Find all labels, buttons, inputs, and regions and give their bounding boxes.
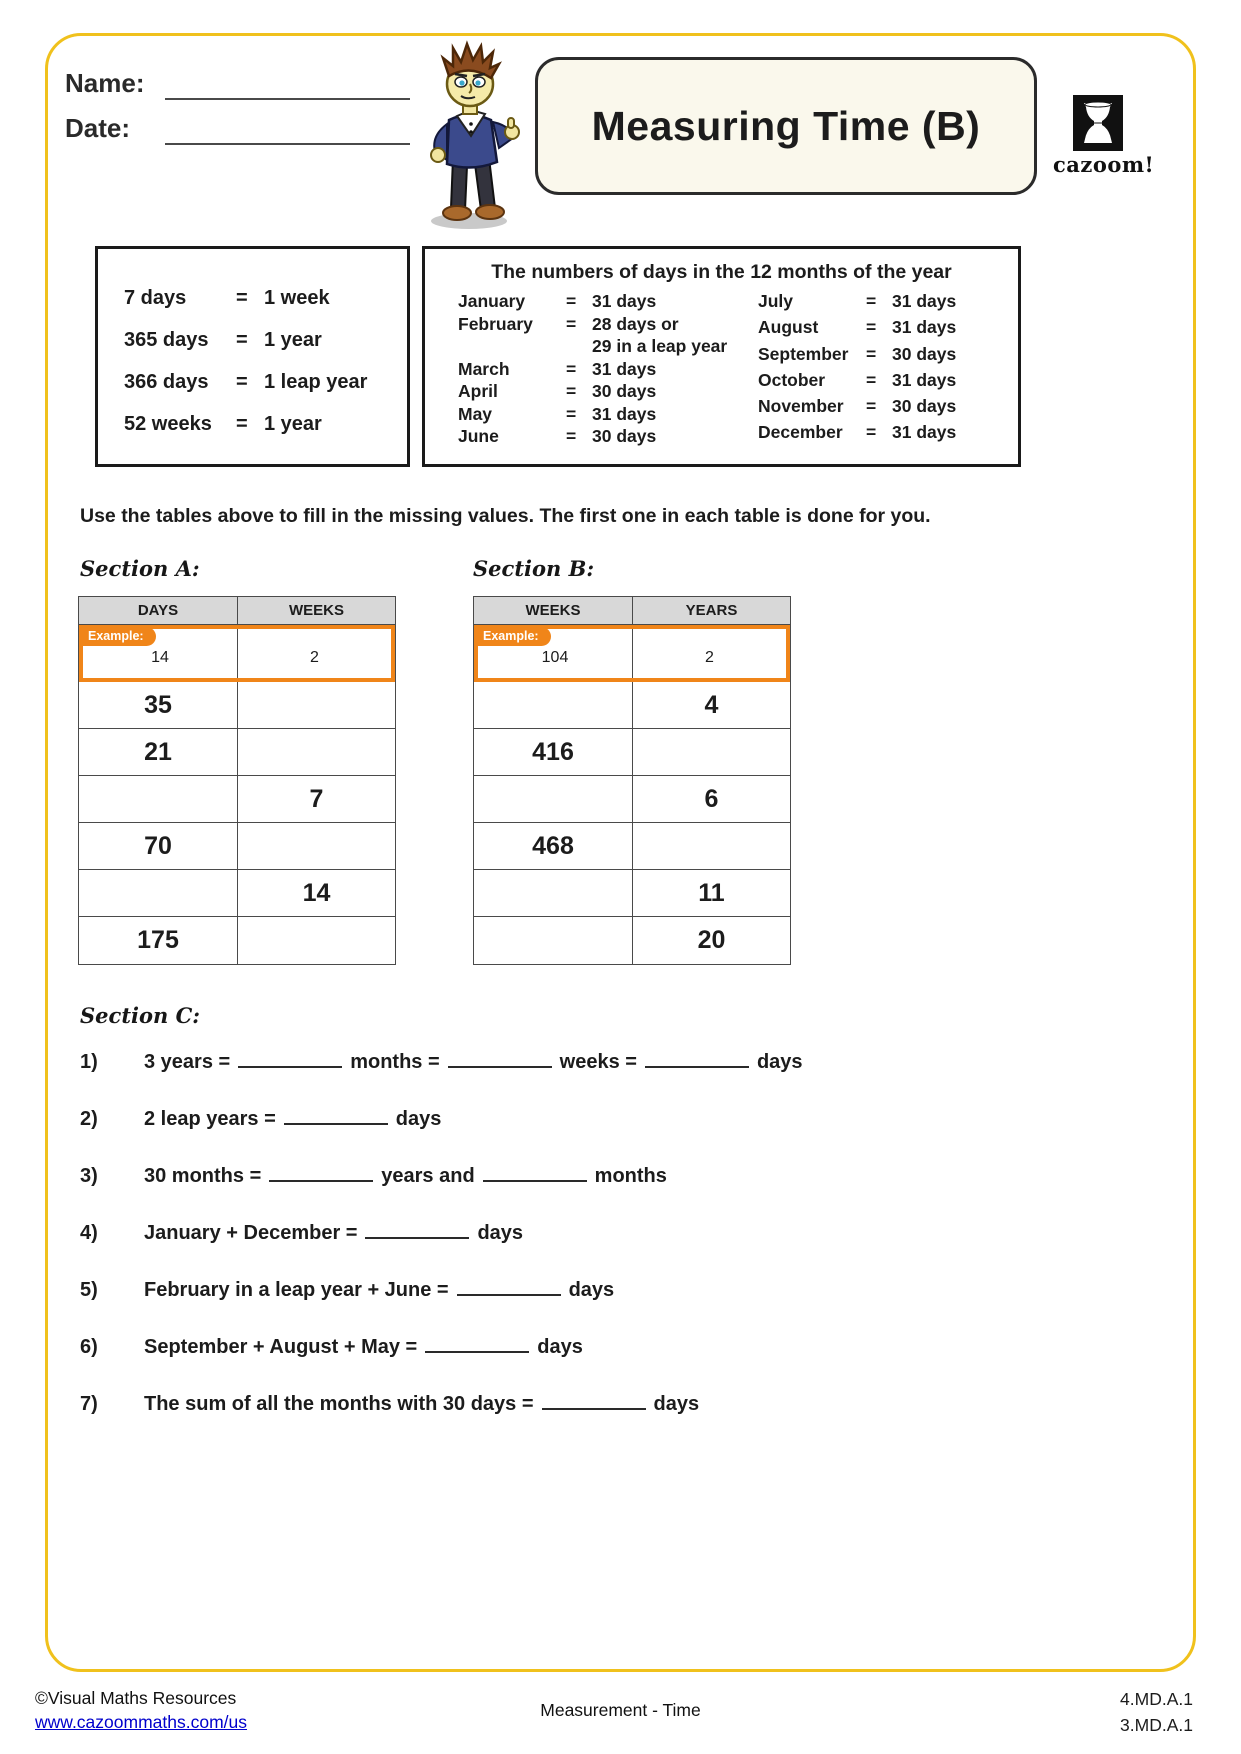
table-cell: 4 [632, 682, 790, 728]
month-name: March [458, 358, 510, 379]
standard-code: 4.MD.A.1 [1120, 1689, 1193, 1709]
months-box-title: The numbers of days in the 12 months of the year [491, 261, 952, 283]
cazoom-wordmark: cazoom! [1053, 152, 1155, 177]
table-row [474, 823, 790, 870]
answer-cell[interactable] [474, 870, 632, 916]
months-column-right [758, 290, 956, 448]
question-number: 1) [80, 1051, 98, 1073]
answer-blank[interactable] [645, 1048, 749, 1068]
question-number: 2) [80, 1108, 98, 1130]
section-b-table [473, 596, 791, 965]
month-days: 31 days [592, 358, 657, 379]
equals-sign: = [866, 369, 877, 390]
question-number: 5) [80, 1279, 98, 1301]
equals-sign: = [866, 396, 877, 416]
table-cell: 416 [532, 737, 574, 766]
answer-cell[interactable] [237, 823, 395, 869]
conversion-facts-box [95, 246, 410, 467]
date-input-line[interactable] [165, 143, 410, 145]
table-cell: 6 [632, 776, 790, 822]
date-label: Date: [65, 113, 131, 143]
month-name: February [458, 313, 533, 334]
name-input-line[interactable] [165, 98, 410, 100]
equals-sign: = [566, 313, 577, 334]
cazoom-logo [1053, 95, 1155, 177]
equals-sign: = [236, 413, 248, 435]
worksheet-title-box [535, 57, 1037, 195]
answer-blank[interactable] [483, 1162, 587, 1182]
table-row [79, 917, 395, 964]
question-number: 6) [80, 1336, 98, 1358]
equals-sign: = [566, 426, 577, 446]
months-days-box [422, 246, 1021, 467]
answer-cell[interactable] [237, 729, 395, 775]
months-column-left [458, 290, 758, 448]
example-badge: Example: [79, 627, 156, 646]
example-row [79, 625, 395, 682]
fact-right: 1 year [264, 329, 322, 351]
table-row [79, 682, 395, 729]
fact-row [124, 319, 407, 361]
equals-sign: = [236, 329, 248, 351]
answer-blank[interactable] [238, 1048, 342, 1068]
question-4: 4) January + December = days [80, 1219, 523, 1245]
question-1: 1) 3 years = months = weeks = days [80, 1048, 803, 1074]
question-number: 4) [80, 1222, 98, 1244]
equals-sign [566, 335, 592, 358]
example-badge: Example: [474, 627, 551, 646]
month-name: October [758, 369, 826, 390]
equals-sign: = [566, 403, 577, 424]
equals-sign: = [566, 291, 577, 311]
answer-cell[interactable] [474, 776, 632, 822]
drum-icon [1073, 95, 1123, 151]
month-name [458, 335, 566, 358]
answer-blank[interactable] [269, 1162, 373, 1182]
column-header-years: YEARS [632, 597, 790, 624]
fact-left: 52 weeks [124, 413, 212, 435]
answer-cell[interactable] [237, 917, 395, 964]
table-cell: 7 [237, 776, 395, 822]
question-number: 3) [80, 1165, 98, 1187]
fact-row [124, 277, 407, 319]
question-number: 7) [80, 1393, 98, 1415]
boy-mascot-illustration [413, 40, 525, 237]
table-row [79, 823, 395, 870]
answer-cell[interactable] [79, 870, 237, 916]
equals-sign: = [866, 291, 877, 311]
answer-cell[interactable] [237, 682, 395, 728]
section-a-table [78, 596, 396, 965]
month-name: May [458, 403, 493, 424]
month-days: 30 days [592, 381, 657, 401]
answer-blank[interactable] [448, 1048, 552, 1068]
month-days: 31 days [892, 369, 957, 390]
table-row [474, 870, 790, 917]
month-days: 31 days [892, 291, 957, 311]
table-cell: 21 [144, 737, 172, 766]
section-a-heading: Section A: [80, 556, 200, 581]
month-days: 31 days [592, 291, 657, 311]
table-header-row [79, 597, 395, 625]
section-c-heading: Section C: [80, 1003, 201, 1028]
equals-sign: = [236, 287, 248, 309]
equals-sign: = [866, 422, 877, 443]
month-name: December [758, 422, 843, 443]
copyright-text: ©Visual Maths Resources [35, 1688, 237, 1708]
month-name: September [758, 343, 849, 364]
answer-cell[interactable] [632, 823, 790, 869]
month-days: 29 in a leap year [592, 336, 728, 356]
table-cell: 2 [237, 629, 391, 678]
worksheet-title: Measuring Time (B) [591, 102, 981, 149]
month-days: 31 days [592, 403, 657, 424]
instruction-text: Use the tables above to fill in the missing values. The first one in each table is done for you. [80, 505, 931, 527]
column-header-weeks: WEEKS [525, 602, 581, 619]
month-days: 30 days [892, 343, 957, 364]
fact-left: 365 days [124, 329, 209, 351]
name-label: Name: [65, 68, 145, 98]
answer-blank[interactable] [425, 1333, 529, 1353]
answer-blank[interactable] [365, 1219, 469, 1239]
answer-cell[interactable] [79, 776, 237, 822]
equals-sign: = [566, 381, 577, 401]
table-cell: 20 [632, 917, 790, 964]
answer-blank[interactable] [542, 1390, 646, 1410]
question-3: 3) 30 months = years and months [80, 1162, 667, 1188]
fact-right: 1 week [264, 287, 330, 309]
table-row [474, 917, 790, 964]
table-cell: 468 [532, 831, 574, 860]
table-cell: 2 [632, 629, 786, 678]
question-7: 7) The sum of all the months with 30 days = days [80, 1390, 699, 1416]
table-header-row [474, 597, 790, 625]
table-cell: 175 [137, 926, 179, 954]
column-header-days: DAYS [137, 602, 179, 619]
month-name: November [758, 396, 844, 416]
answer-cell[interactable] [632, 729, 790, 775]
table-cell: 14 [237, 870, 395, 916]
example-row [474, 625, 790, 682]
month-name: July [758, 291, 794, 311]
standards-codes [1120, 1686, 1193, 1738]
table-cell: 11 [632, 870, 790, 916]
footer-topic-label: Measurement - Time [540, 1700, 701, 1720]
month-name: January [458, 291, 526, 311]
month-name: June [458, 426, 499, 446]
answer-cell[interactable] [474, 917, 632, 964]
table-row [474, 776, 790, 823]
answer-blank[interactable] [284, 1105, 388, 1125]
equals-sign: = [866, 343, 877, 364]
question-6: 6) September + August + May = days [80, 1333, 583, 1359]
table-row [474, 682, 790, 729]
table-row [79, 729, 395, 776]
month-days: 30 days [892, 396, 957, 416]
fact-row [124, 403, 407, 445]
month-name: August [758, 317, 819, 338]
column-header-weeks: WEEKS [237, 597, 395, 624]
answer-blank[interactable] [457, 1276, 561, 1296]
table-cell: 70 [144, 831, 172, 860]
equals-sign: = [236, 371, 248, 393]
answer-cell[interactable] [474, 682, 632, 728]
fact-right: 1 leap year [264, 371, 368, 393]
table-cell: 35 [144, 690, 172, 719]
question-5: 5) February in a leap year + June = days [80, 1276, 614, 1302]
table-row [79, 870, 395, 917]
month-days: 28 days or [592, 313, 679, 334]
equals-sign: = [866, 317, 877, 338]
cazoommaths-link[interactable]: www.cazoommaths.com/us [35, 1712, 248, 1732]
equals-sign: = [566, 358, 577, 379]
month-days: 30 days [592, 426, 657, 446]
fact-left: 366 days [124, 371, 209, 393]
table-row [79, 776, 395, 823]
section-b-heading: Section B: [473, 556, 595, 581]
fact-row [124, 361, 407, 403]
boy-mascot-icon [413, 40, 525, 232]
month-days: 31 days [892, 422, 957, 443]
question-2: 2) 2 leap years = days [80, 1105, 441, 1131]
standard-code: 3.MD.A.1 [1120, 1715, 1193, 1735]
table-row [474, 729, 790, 776]
fact-left: 7 days [124, 287, 187, 309]
table-cell: 104 [541, 648, 569, 666]
table-cell: 14 [151, 648, 169, 666]
month-name: April [458, 381, 498, 401]
month-days: 31 days [892, 317, 957, 338]
fact-right: 1 year [264, 413, 322, 435]
